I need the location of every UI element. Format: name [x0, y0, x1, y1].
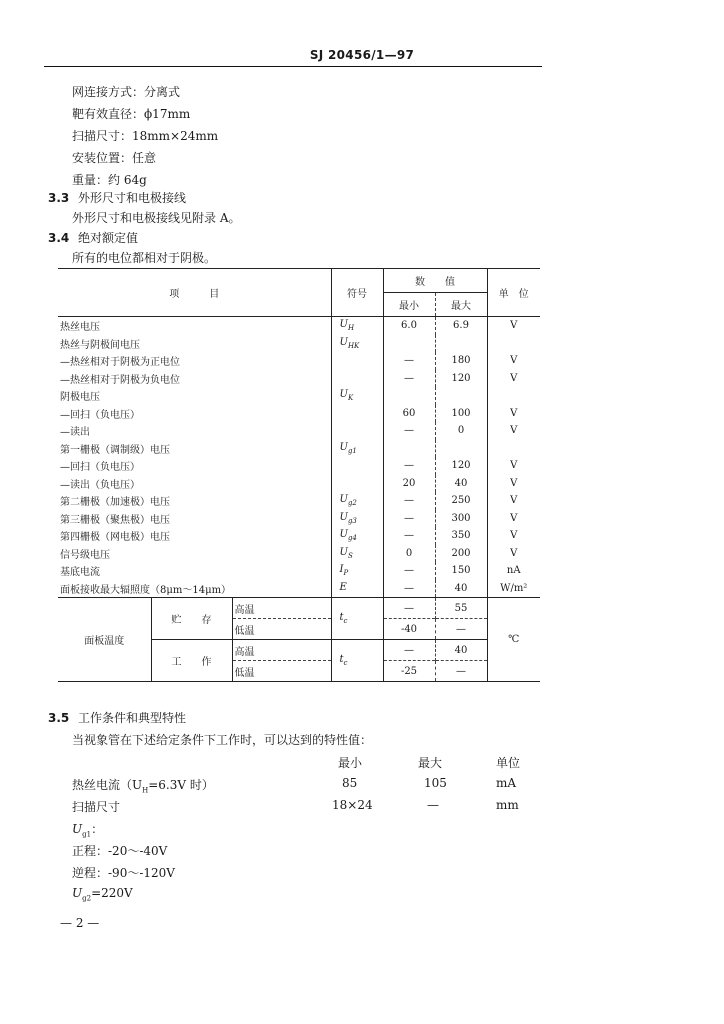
row-symbol: $U_{g2}$	[331, 492, 383, 510]
row-unit: V	[487, 370, 540, 388]
section-3-5-number: 3.5	[48, 711, 70, 725]
row-symbol: E	[331, 580, 383, 598]
doc-header: SJ 20456/1—97	[309, 48, 415, 62]
table-row	[58, 527, 540, 545]
row-max: 180	[435, 352, 487, 370]
row-item: 第四栅极（网电极）电压	[60, 532, 170, 544]
row-max: 150	[435, 562, 487, 580]
ug2-value: $U_{g2}=220V$	[72, 886, 133, 903]
table-row	[58, 422, 540, 440]
row-min: —	[383, 562, 435, 580]
table-row	[58, 510, 540, 528]
row-max: 6.9	[435, 317, 487, 335]
row-item: 阴极电压	[60, 392, 100, 404]
row-min: —	[383, 510, 435, 528]
section-3-5-title: 工作条件和典型特性	[78, 711, 187, 725]
row-min: —	[383, 580, 435, 598]
row-min: 20	[383, 475, 435, 493]
row-symbol	[331, 457, 383, 475]
row-unit: V	[487, 475, 540, 493]
row-symbol	[331, 370, 383, 388]
table-row	[58, 387, 540, 405]
table-row	[58, 562, 540, 580]
temp-storage-high-min: —	[383, 598, 435, 619]
temp-operation: 工 作	[151, 640, 232, 682]
temp-unit: ℃	[487, 598, 540, 682]
row-max: 100	[435, 405, 487, 423]
row-item: 热丝与阴极间电压	[60, 339, 140, 351]
absolute-ratings-table	[58, 268, 540, 682]
char-row-filament-label: 热丝电流（$U_H=6.3V$ 时）	[72, 778, 214, 795]
forward-trace: 正程：-20～-40V	[72, 844, 168, 858]
table-row	[58, 405, 540, 423]
row-max	[435, 387, 487, 405]
row-max	[435, 335, 487, 353]
header-max: 最大	[435, 293, 487, 317]
table-row	[58, 580, 540, 598]
intro-line-2: 靶有效直径：ϕ17mm	[72, 107, 191, 121]
table-row	[58, 335, 540, 353]
section-3-3-body: 外形尺寸和电极接线见附录 A。	[72, 211, 241, 225]
row-min: 0	[383, 545, 435, 563]
row-symbol	[331, 475, 383, 493]
table-row	[58, 440, 540, 458]
temp-storage: 贮 存	[151, 598, 232, 640]
row-symbol	[331, 422, 383, 440]
temp-op-high-min: —	[383, 640, 435, 661]
row-min: —	[383, 457, 435, 475]
row-symbol: $U_{g1}$	[331, 440, 383, 458]
temp-op-high: 高温	[232, 640, 331, 661]
table-row	[58, 317, 540, 335]
row-symbol: $U_{g4}$	[331, 527, 383, 545]
row-symbol	[331, 405, 383, 423]
row-unit: V	[487, 492, 540, 510]
row-item: —读出	[60, 427, 90, 439]
header-item: 项 目	[58, 269, 331, 317]
section-3-3-title: 外形尺寸和电极接线	[78, 191, 187, 205]
row-max	[435, 440, 487, 458]
row-symbol: $U_{HK}$	[331, 335, 383, 353]
reverse-trace: 逆程：-90～-120V	[72, 866, 175, 880]
header-value: 数 值	[383, 269, 487, 293]
row-max: 300	[435, 510, 487, 528]
row-min: —	[383, 370, 435, 388]
intro-line-1: 网连接方式：分离式	[72, 85, 181, 99]
table-row	[58, 457, 540, 475]
temp-op-low: 低温	[232, 661, 331, 682]
row-min: —	[383, 492, 435, 510]
row-min	[383, 335, 435, 353]
char-col-min: 最小	[338, 756, 363, 770]
table-row	[58, 545, 540, 563]
row-item: 第二栅极（加速极）电压	[60, 497, 170, 509]
char-row-filament-min: 85	[342, 776, 358, 790]
section-3-5-body: 当视象管在下述给定条件下工作时，可以达到的特性值：	[72, 733, 373, 747]
row-item: 信号级电压	[60, 549, 110, 561]
section-3-4-number: 3.4	[48, 231, 70, 245]
header-unit: 单 位	[487, 269, 540, 317]
section-3-3-number: 3.3	[48, 191, 70, 205]
char-row-filament-max: 105	[424, 776, 447, 790]
temp-storage-low-min: -40	[383, 619, 435, 640]
header-min: 最小	[383, 293, 435, 317]
page-number: — 2 —	[60, 916, 100, 930]
row-min: —	[383, 422, 435, 440]
table-row	[58, 475, 540, 493]
temp-storage-high: 高温	[232, 598, 331, 619]
row-unit: V	[487, 352, 540, 370]
table-row	[58, 492, 540, 510]
row-unit: W/m²	[487, 580, 540, 598]
intro-line-3: 扫描尺寸：18mm×24mm	[72, 129, 219, 143]
row-unit: V	[487, 527, 540, 545]
row-unit	[487, 440, 540, 458]
row-min	[383, 387, 435, 405]
row-max: 40	[435, 580, 487, 598]
header-rule	[44, 66, 542, 67]
row-item: 热丝电压	[58, 317, 331, 335]
row-symbol: $I_P$	[331, 562, 383, 580]
row-unit: V	[487, 422, 540, 440]
row-symbol: $U_S$	[331, 545, 383, 563]
row-max: 0	[435, 422, 487, 440]
row-min: 60	[383, 405, 435, 423]
temp-op-low-max: —	[435, 661, 487, 682]
row-item: 第三栅极（聚焦极）电压	[60, 514, 170, 526]
row-min: —	[383, 352, 435, 370]
row-unit: V	[487, 545, 540, 563]
temp-storage-symbol: $t_c$	[331, 598, 383, 640]
row-item: —回扫（负电压）	[60, 409, 140, 421]
intro-line-4: 安装位置：任意	[72, 151, 157, 165]
temp-storage-low-max: —	[435, 619, 487, 640]
row-max: 200	[435, 545, 487, 563]
table-row	[58, 370, 540, 388]
row-min: 6.0	[383, 317, 435, 335]
temp-op-low-min: -25	[383, 661, 435, 682]
row-symbol	[331, 352, 383, 370]
row-unit: V	[487, 405, 540, 423]
row-max: 120	[435, 457, 487, 475]
temp-label: 面板温度	[58, 598, 151, 682]
char-col-unit: 单位	[496, 756, 521, 770]
row-symbol: $U_{g3}$	[331, 510, 383, 528]
row-max: 120	[435, 370, 487, 388]
row-max: 250	[435, 492, 487, 510]
section-3-4-title: 绝对额定值	[78, 231, 139, 245]
row-symbol: $U_H$	[331, 317, 383, 335]
row-max: 40	[435, 475, 487, 493]
intro-line-5: 重量：约 64g	[72, 173, 147, 187]
row-unit	[487, 335, 540, 353]
row-unit: V	[487, 457, 540, 475]
section-3-4-body: 所有的电位都相对于阴极。	[72, 251, 217, 265]
header-symbol: 符号	[331, 269, 383, 317]
char-col-max: 最大	[418, 756, 443, 770]
temp-storage-high-max: 55	[435, 598, 487, 619]
row-unit: nA	[487, 562, 540, 580]
table-row	[58, 352, 540, 370]
char-row-scan-label: 扫描尺寸	[72, 800, 121, 814]
row-symbol: $U_K$	[331, 387, 383, 405]
row-unit: V	[487, 510, 540, 528]
row-unit	[487, 387, 540, 405]
row-item: —读出（负电压）	[60, 479, 140, 491]
row-item: —热丝相对于阴极为正电位	[60, 357, 180, 369]
row-max: 350	[435, 527, 487, 545]
row-unit: V	[487, 317, 540, 335]
row-item: 面板接收最大辐照度（8μm～14μm）	[60, 584, 232, 596]
row-item: —回扫（负电压）	[60, 462, 140, 474]
row-item: 基底电流	[60, 567, 100, 579]
temp-storage-low: 低温	[232, 619, 331, 640]
char-row-filament-unit: mA	[496, 776, 517, 790]
temp-op-symbol: $t_c$	[331, 640, 383, 682]
row-item: —热丝相对于阴极为负电位	[60, 374, 180, 386]
row-min: —	[383, 527, 435, 545]
char-row-scan-min: 18×24	[332, 798, 373, 812]
char-row-scan-unit: mm	[496, 798, 519, 812]
temp-op-high-max: 40	[435, 640, 487, 661]
ug1-label: $U_{g1}$：	[72, 822, 104, 839]
row-min	[383, 440, 435, 458]
char-row-scan-max: —	[427, 798, 439, 812]
row-item: 第一栅极（调制级）电压	[60, 444, 170, 456]
